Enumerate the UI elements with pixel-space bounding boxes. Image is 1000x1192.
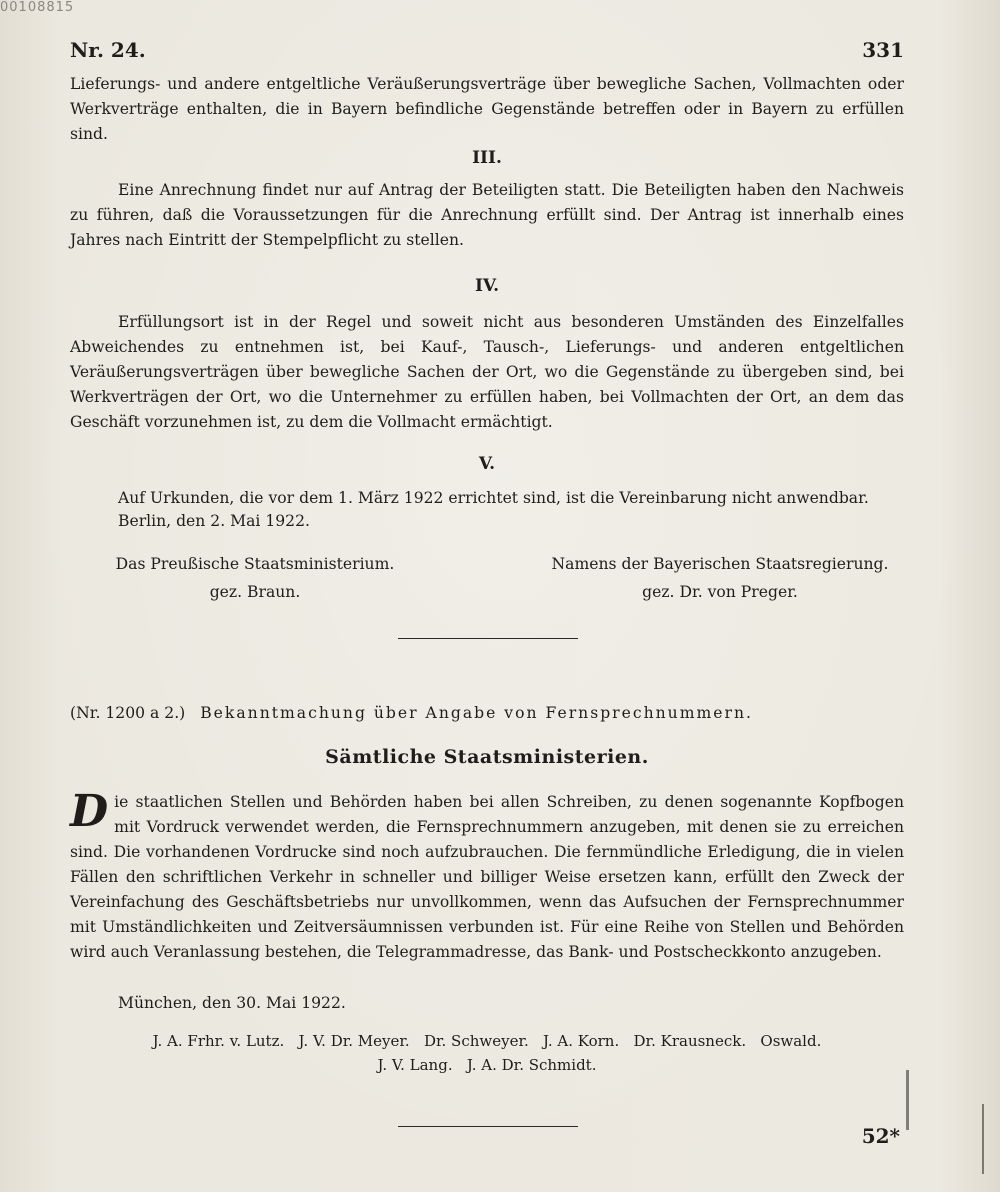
main-paragraph-text: ie staatlichen Stellen und Behörden haben bei allen Schreiben, zu denen sogenannte Kopfbogen mit Vordruck verwendet werden, die Fernsprechnummern anzugeben, mit denen sie zu erreichen sind. Die vorhandenen Vordrucke sind noch aufzubrauchen. Die fernmündliche Erledigung, die in vielen Fällen den schriftlichen Verkehr in schneller und billiger Weise ersetzen kann, erfüllt den Zweck der Vereinfachung des Geschäftsbetriebs nur unvollkommen, wenn das Aufsuchen der Fernsprechnummer mit Umständlichkeiten und Zeitversäumnissen verbunden ist. Für eine Reihe von Stellen und Behörden wird auch Veranlassung bestehen, die Telegrammadresse, das Bank- und Postscheckkonto anzugeben. [70,793,904,961]
signatures-line-2: J. V. Lang. J. A. Dr. Schmidt. [377,1056,597,1074]
ministries-heading: Sämtliche Staatsministerien. [325,746,649,768]
margin-scan-mark [906,1070,909,1130]
section-iii-text: Eine Anrechnung findet nur auf Antrag der Beteiligten statt. Die Beteiligten haben den Nachweis zu führen, daß die Voraussetzungen für die Anrechnung erfüllt sind. Der Antrag ist innerhalb eines Jahres nach Eintritt der Stempelpflicht zu stellen. [70,181,904,249]
place-date-munich: München, den 30. Mai 1922. [118,994,346,1012]
signature-bavaria [530,550,910,606]
page-header [70,38,904,66]
issue-number: Nr. 24. [70,38,146,62]
announcement-title: Bekanntmachung über Angabe von Fernsprechnummern. [200,704,753,722]
announcement-ref: (Nr. 1200 a 2.) [70,704,186,722]
section-iii-numeral: III. [472,148,502,168]
signature-bavaria-name: gez. Dr. von Preger. [642,583,798,601]
section-iv-text: Erfüllungsort ist in der Regel und soweit nicht aus besonderen Umständen des Einzelfalles Abweichendes zu entnehmen ist, bei Kauf-, Tausch-, Lieferungs- und anderen entgeltlichen Veräußerungsverträgen über bewegliche Sachen der Ort, wo die Gegenstände zu übergeben sind, bei Werkverträgen der Ort, wo die Unternehmer zu erfüllen haben, bei Vollmachten der Ort, an dem das Geschäft vorzunehmen ist, zu dem die Vollmacht ermächtigt. [70,313,904,431]
continuation-paragraph: Lieferungs- und andere entgeltliche Veräußerungsverträge über bewegliche Sachen, Vollmachten oder Werkverträge enthalten, die in Bayern befindliche Gegenstände betreffen oder in Bayern zu erfüllen sind. [70,75,904,143]
announcement-line [70,704,753,722]
signatures-line-1: J. A. Frhr. v. Lutz. J. V. Dr. Meyer. Dr. Schweyer. J. A. Korn. Dr. Krausneck. Oswald. [152,1032,822,1050]
signature-prussia-name: gez. Braun. [209,583,301,601]
signature-mark: 52* [861,1124,900,1148]
page-number: 331 [862,38,904,62]
corner-stamp: 00108815 [0,0,75,15]
main-paragraph [70,786,904,965]
section-iv-numeral: IV. [474,276,500,296]
signature-bavaria-title: Namens der Bayerischen Staatsregierung. [551,555,889,573]
edge-scan-mark [982,1104,984,1174]
section-v-text: Auf Urkunden, die vor dem 1. März 1922 errichtet sind, ist die Vereinbarung nicht anwendbar. [118,489,869,507]
signature-prussia-title: Das Preußische Staatsministerium. [115,555,395,573]
place-date-berlin: Berlin, den 2. Mai 1922. [118,512,310,530]
drop-cap: D [70,786,109,837]
bottom-separator-rule [398,1126,578,1127]
separator-rule [398,638,578,639]
signature-prussia [100,550,410,606]
section-v-numeral: V. [478,454,496,474]
